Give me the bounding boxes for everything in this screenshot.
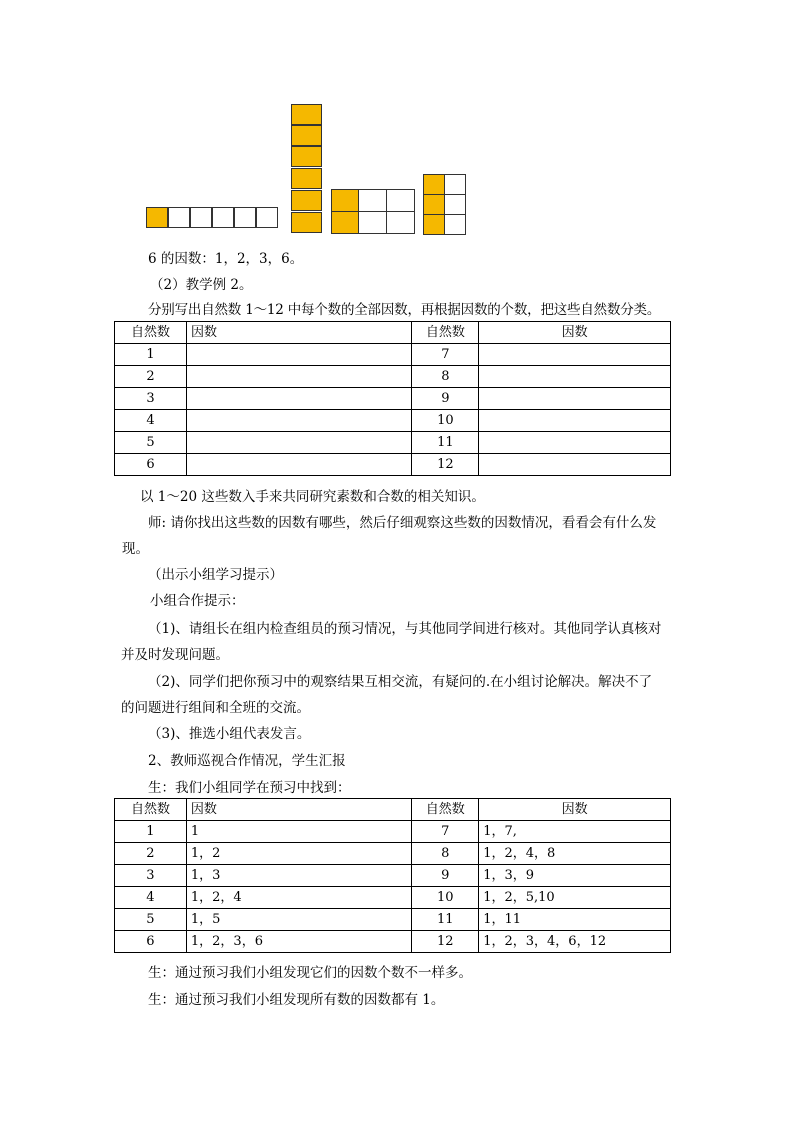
number-cell: 12: [412, 454, 479, 476]
number-cell: 7: [412, 344, 479, 366]
number-cell: 10: [412, 887, 479, 909]
header-natural-number: 自然数: [115, 322, 187, 344]
square-cell: [234, 207, 256, 228]
number-cell: 4: [115, 410, 187, 432]
factors-cell: [186, 432, 412, 454]
square-cell: [212, 207, 234, 228]
number-cell: 6: [115, 454, 187, 476]
square-cell: [386, 189, 415, 212]
factors-cell: [186, 388, 412, 410]
number-cell: 3: [115, 865, 187, 887]
number-cell: 11: [412, 432, 479, 454]
square-cell-highlighted: [146, 207, 168, 228]
tip-2-line1: （2)、同学们把你预习中的观察结果互相交流，有疑问的.在小组讨论解决。解决不了: [148, 674, 653, 690]
square-cell-highlighted: [423, 174, 445, 195]
student-observation-1: 生：通过预习我们小组发现它们的因数个数不一样多。: [148, 965, 472, 981]
square-cell-highlighted: [331, 189, 359, 212]
factors-cell: [186, 366, 412, 388]
square-cell-highlighted: [291, 168, 322, 189]
header-factors: 因数: [479, 322, 671, 344]
tip-2-line2: 的问题进行组间和全班的交流。: [121, 700, 310, 716]
table-row: [115, 821, 671, 843]
student-observation-2: 生：通过预习我们小组发现所有数的因数都有 1。: [148, 992, 445, 1008]
number-cell: 3: [115, 388, 187, 410]
table-row: [115, 410, 671, 432]
header-natural-number: 自然数: [412, 322, 479, 344]
header-factors: 因数: [186, 322, 412, 344]
square-cell: [444, 174, 466, 195]
factors-cell: [479, 432, 671, 454]
table-row: [115, 865, 671, 887]
factors-cell: 1，3: [186, 865, 411, 887]
table-row: [115, 432, 671, 454]
square-cell: [358, 189, 387, 212]
number-cell: 9: [412, 388, 479, 410]
tip-3: （3)、推选小组代表发言。: [148, 726, 311, 742]
square-cell: [190, 207, 212, 228]
teacher-prompt-line1: 师: 请你找出这些数的因数有哪些，然后仔细观察这些数的因数情况，看看会有什么发: [148, 515, 657, 531]
factors-cell: [479, 388, 671, 410]
number-cell: 8: [412, 843, 479, 865]
square-cell-highlighted: [291, 104, 322, 125]
table-row: [115, 909, 671, 931]
factors-cell: 1，2，4，8: [479, 843, 671, 865]
factors-cell: 1，2，3，6: [186, 931, 411, 953]
table-header-row: [115, 799, 671, 821]
table-row: [115, 388, 671, 410]
factors-cell: 1，3，9: [479, 865, 671, 887]
teacher-patrol-text: 2、教师巡视合作情况，学生汇报: [148, 753, 346, 769]
table-row: [115, 454, 671, 476]
table-row: [115, 887, 671, 909]
number-cell: 1: [115, 344, 187, 366]
table-row: [115, 366, 671, 388]
factors-cell: 1: [186, 821, 411, 843]
number-cell: 1: [115, 821, 187, 843]
square-cell-highlighted: [291, 146, 322, 167]
group-tip-title: 小组合作提示：: [150, 593, 245, 609]
factors-cell: [479, 344, 671, 366]
student-found-text: 生：我们小组同学在预习中找到：: [148, 780, 351, 796]
intro-paragraph: 以 1～20 这些数入手来共同研究素数和合数的相关知识。: [140, 489, 485, 505]
factors-cell: [479, 454, 671, 476]
square-cell-highlighted: [331, 211, 359, 234]
factor-table-empty: [114, 321, 671, 476]
square-cell-highlighted: [423, 214, 445, 235]
number-cell: 11: [412, 909, 479, 931]
number-cell: 4: [115, 887, 187, 909]
number-cell: 5: [115, 909, 187, 931]
number-cell: 8: [412, 366, 479, 388]
number-cell: 9: [412, 865, 479, 887]
example-2-heading: （2）教学例 2。: [150, 277, 253, 293]
square-cell-highlighted: [423, 194, 445, 215]
square-cell: [386, 211, 415, 234]
number-cell: 5: [115, 432, 187, 454]
square-cell-highlighted: [291, 212, 322, 233]
square-cell: [358, 211, 387, 234]
factors-cell: 1，7,: [479, 821, 671, 843]
show-tip-text: （出示小组学习提示）: [148, 567, 283, 583]
square-cell: [256, 207, 278, 228]
table-header-row: [115, 322, 671, 344]
number-cell: 2: [115, 366, 187, 388]
factors-cell: [186, 410, 412, 432]
square-cell: [444, 214, 466, 235]
factors-cell: 1，2: [186, 843, 411, 865]
header-factors: 因数: [479, 799, 671, 821]
square-cell: [168, 207, 190, 228]
tip-1-line2: 并及时发现问题。: [121, 647, 229, 663]
factors-cell: 1，2，3，4，6，12: [479, 931, 671, 953]
number-cell: 7: [412, 821, 479, 843]
header-natural-number: 自然数: [412, 799, 479, 821]
number-cell: 12: [412, 931, 479, 953]
factor-table-filled: [114, 798, 671, 953]
factors-cell: [186, 454, 412, 476]
factors-cell: 1，11: [479, 909, 671, 931]
factors-cell: [186, 344, 412, 366]
header-factors: 因数: [186, 799, 411, 821]
instruction-text: 分别写出自然数 1～12 中每个数的全部因数，再根据因数的个数，把这些自然数分类。: [148, 302, 661, 318]
factors-cell: 1，2，4: [186, 887, 411, 909]
factors-of-6-text: 6 的因数：1，2，3，6。: [148, 251, 304, 267]
factors-cell: 1，5: [186, 909, 411, 931]
square-cell-highlighted: [291, 125, 322, 146]
factors-cell: 1，2，5,10: [479, 887, 671, 909]
number-cell: 10: [412, 410, 479, 432]
square-cell-highlighted: [291, 190, 322, 211]
number-cell: 2: [115, 843, 187, 865]
table-row: [115, 931, 671, 953]
number-cell: 6: [115, 931, 187, 953]
table-row: [115, 344, 671, 366]
square-cell: [444, 194, 466, 215]
header-natural-number: 自然数: [115, 799, 187, 821]
tip-1-line1: （1)、请组长在组内检查组员的预习情况，与其他同学间进行核对。其他同学认真核对: [148, 621, 662, 637]
factors-cell: [479, 366, 671, 388]
teacher-prompt-line2: 现。: [122, 541, 149, 557]
table-row: [115, 843, 671, 865]
factors-cell: [479, 410, 671, 432]
